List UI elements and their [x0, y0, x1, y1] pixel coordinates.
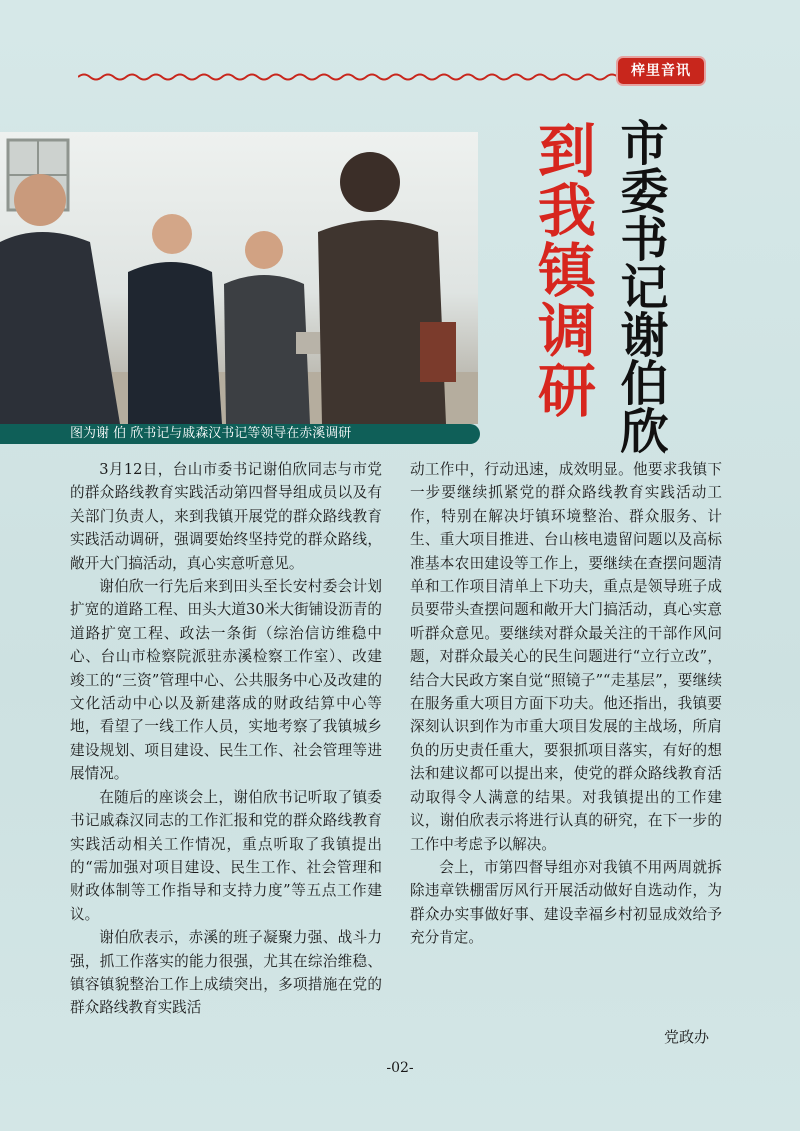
paragraph: 3月12日，台山市委书记谢伯欣同志与市党的群众路线教育实践活动第四督导组成员以及有关部门负责人，来到我镇开展党的群众路线教育实践活动调研，强调要始终坚持党的群众路线，敞开大门搞活动，真心实意听意见。 — [70, 461, 382, 572]
section-tag: 梓里音讯 — [618, 58, 704, 84]
photo-caption: 图为谢 伯 欣书记与戚森汉书记等领导在赤溪调研 — [70, 426, 352, 441]
paragraph: 谢伯欣一行先后来到田头至长安村委会计划扩宽的道路工程、田头大道30米大街铺设沥青的道路扩宽工程、政法一条街（综治信访维稳中心、台山市检察院派驻赤溪检察工作室）、改建竣工的“三资”管理中心、公共服务中心及改建的文化活动中心以及新建落成的财政结算中心等地，看望了一线工作人员，实地考察了我镇城乡建设规划、项目建设、民生工作、社会管理等进展情况。 — [70, 578, 382, 783]
photo-caption-bar — [0, 424, 480, 444]
paragraph: 会上，市第四督导组亦对我镇不用两周就拆除违章铁棚雷厉风行开展活动做好自选动作，为群众办实事做好事、建设幸福乡村初显成效给予充分肯定。 — [410, 858, 722, 947]
article-left-column — [70, 458, 382, 1020]
paragraph: 动工作中，行动迅速，成效明显。他要求我镇下一步要继续抓紧党的群众路线教育实践活动工作，特别在解决圩镇环境整治、群众服务、计生、重大项目推进、台山核电遗留问题以及高标准基本农田建设等工作上，要继续在查摆问题清单和工作项目清单上下功夫，重点是领导班子成员要带头查摆问题和敞开大门搞活动，真心实意听群众意见。要继续对群众最关注的干部作风问题，对群众最关心的民生问题进行“立行立改”，结合大民政方案自觉“照镜子”“走基层”，要继续在服务重大项目方面下功夫。他还指出，我镇要深刻认识到作为市重大项目发展的主战场，所肩负的历史责任重大，要狠抓项目落实，有好的想法和建议都可以提出来，使党的群众路线教育活动取得令人满意的结果。对我镇提出的工作建议，谢伯欣表示将进行认真的研究，在下一步的工作中考虑予以解决。 — [410, 461, 722, 853]
header-decorative-rule — [78, 72, 618, 82]
headline-main: 到我镇调研 — [528, 120, 596, 420]
page-number: -02- — [386, 1060, 414, 1076]
article-signature: 党政办 — [664, 1028, 710, 1046]
paragraph: 在随后的座谈会上，谢伯欣书记听取了镇委书记戚森汉同志的工作汇报和党的群众路线教育实践活动相关工作情况，重点听取了我镇提出的“需加强对项目建设、民生工作、社会管理和财政体制等工作指导和支持力度”等五点工作建议。 — [70, 788, 382, 923]
article-right-column — [410, 458, 722, 950]
paragraph: 谢伯欣表示，赤溪的班子凝聚力强、战斗力强，抓工作落实的能力很强，尤其在综治维稳、镇容镇貌整治工作上成绩突出，多项措施在党的群众路线教育实践活 — [70, 929, 382, 1017]
headline-sub: 市委书记谢伯欣 — [612, 118, 668, 454]
article-photo — [0, 132, 478, 424]
